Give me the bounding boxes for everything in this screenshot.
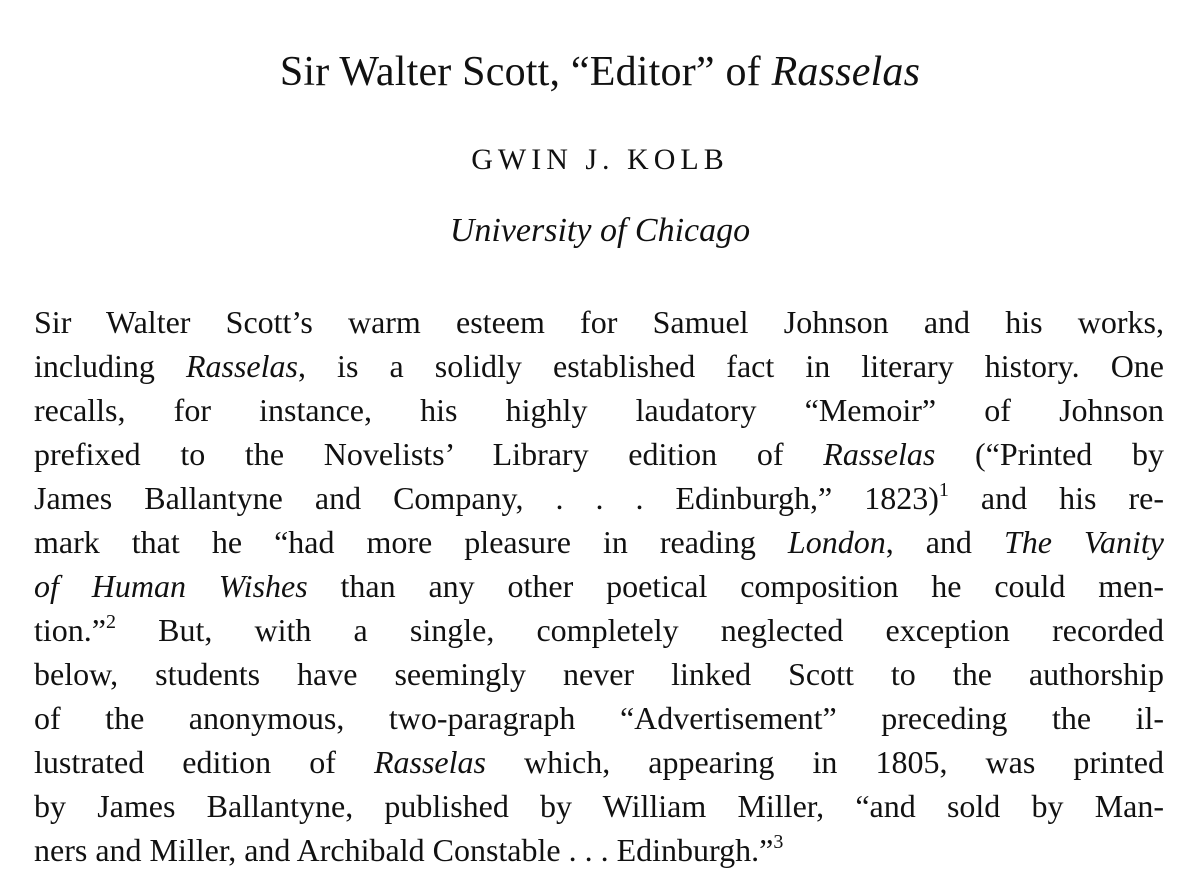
italic-title: Rasselas bbox=[373, 744, 486, 780]
italic-title: Rasselas bbox=[185, 348, 298, 384]
footnote-marker: 3 bbox=[773, 831, 784, 853]
article-title-italic: Rasselas bbox=[771, 49, 921, 95]
article-title bbox=[0, 44, 1200, 100]
italic-title: Rasselas bbox=[823, 436, 936, 472]
body-line: Sir Walter Scott’s warm esteem for Samuel Johnson and his works, bbox=[34, 304, 1164, 340]
article-title-text: Sir Walter Scott, “Editor” of bbox=[279, 49, 772, 95]
body-line: below, students have seemingly never linked Scott to the authorship bbox=[34, 656, 1164, 692]
author-name: GWIN J. KOLB bbox=[471, 143, 729, 176]
body-line: ners and Miller, and Archibald Constable . . . Edinburgh.”$^3$ bbox=[34, 831, 784, 868]
body-line: mark that he “had more pleasure in reading London, and The Vanity bbox=[34, 524, 1165, 560]
body-line: tion.”$^2$ But, with a single, completely neglected exception recorded bbox=[34, 611, 1164, 648]
italic-title: London bbox=[787, 524, 886, 560]
body-line: of Human Wishes than any other poetical composition he could men- bbox=[34, 568, 1165, 604]
italic-title: The Vanity bbox=[1003, 524, 1165, 560]
body-line: by James Ballantyne, published by William Miller, “and sold by Man- bbox=[34, 788, 1164, 824]
body-paragraph bbox=[34, 300, 1164, 872]
body-line: James Ballantyne and Company, . . . Edinburgh,” 1823)$^1$ and his re- bbox=[34, 479, 1164, 516]
author-affiliation: University of Chicago bbox=[449, 212, 751, 249]
body-line: recalls, for instance, his highly laudatory “Memoir” of Johnson bbox=[34, 392, 1164, 428]
italic-title: of Human Wishes bbox=[34, 568, 308, 604]
body-line: prefixed to the Novelists’ Library edition of Rasselas (“Printed by bbox=[34, 436, 1165, 472]
footnote-marker: 1 bbox=[938, 479, 949, 501]
body-line: of the anonymous, two-paragraph “Advertisement” preceding the il- bbox=[34, 700, 1164, 736]
body-line: including Rasselas, is a solidly established fact in literary history. One bbox=[34, 348, 1165, 384]
body-line: lustrated edition of Rasselas which, appearing in 1805, was printed bbox=[34, 744, 1165, 780]
footnote-marker: 2 bbox=[105, 611, 116, 633]
